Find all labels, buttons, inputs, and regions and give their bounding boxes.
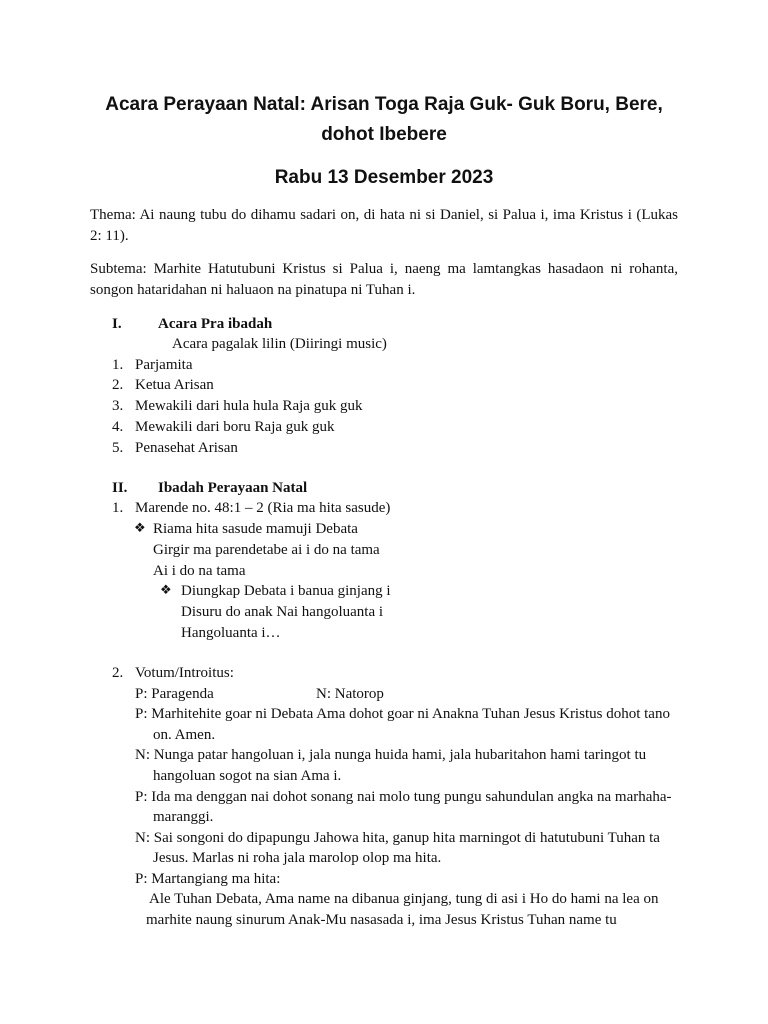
verse-line: Hangoluanta i…: [181, 625, 281, 641]
liturgy-line-continuation: Jesus. Marlas ni roha jala marolop olop ma hita.: [153, 850, 442, 866]
section2-numeral: II.: [112, 480, 128, 496]
prayer-label: P: Martangiang ma hita:: [135, 871, 281, 887]
liturgy-line-continuation: maranggi.: [153, 809, 214, 825]
prayer-line: marhite naung sinurum Anak-Mu nasasada i, ima Jesus Kristus Tuhan name tu: [146, 912, 617, 928]
list-item-number: 1.: [112, 500, 124, 516]
section1-heading: Acara Pra ibadah: [158, 316, 273, 332]
prayer-line: Ale Tuhan Debata, Ama name na dibanua ginjang, tung di asi i Ho do hami na lea on: [149, 891, 659, 907]
thema-paragraph: Thema: Ai naung tubu do dihamu sadari on, di hata ni si Daniel, si Palua i, ima Kristus i (Lukas 2: 11).: [90, 207, 678, 244]
list-item: Parjamita: [135, 357, 193, 373]
list-item-number: 3.: [112, 398, 124, 414]
hymn-title: Marende no. 48:1 – 2 (Ria ma hita sasude): [135, 500, 391, 516]
list-item: Ketua Arisan: [135, 377, 214, 393]
verse-line: Disuru do anak Nai hangoluanta i: [181, 604, 384, 620]
liturgy-line: N: Sai songoni do dipapungu Jahowa hita, ganup hita marningot di hatutubuni Tuhan ta: [135, 830, 660, 846]
section1-numeral: I.: [112, 316, 122, 332]
liturgy-line: P: Marhitehite goar ni Debata Ama dohot goar ni Anakna Tuhan Jesus Kristus dohot tano: [135, 706, 670, 722]
list-item: Penasehat Arisan: [135, 440, 238, 456]
verse-line: Girgir ma parendetabe ai i do na tama: [153, 542, 380, 558]
votum-heading: Votum/Introitus:: [135, 665, 234, 681]
document-date: Rabu 13 Desember 2023: [274, 167, 494, 188]
document-title-line2: dohot Ibebere: [321, 124, 447, 145]
verse-line: Ai i do na tama: [153, 563, 246, 579]
list-item: Mewakili dari boru Raja guk guk: [135, 419, 335, 435]
document-title-line1: Acara Perayaan Natal: Arisan Toga Raja Guk- Guk Boru, Bere,: [105, 94, 663, 115]
list-item-number: 5.: [112, 440, 124, 456]
verse-line: Riama hita sasude mamuji Debata: [153, 521, 358, 537]
natorop-label: N: Natorop: [316, 686, 384, 702]
section1-note: Acara pagalak lilin (Diiringi music): [172, 336, 387, 352]
paragenda-label: P: Paragenda: [135, 686, 214, 702]
liturgy-line: P: Ida ma denggan nai dohot sonang nai molo tung pungu sahundulan angka na marhaha-: [135, 789, 672, 805]
liturgy-line-continuation: hangoluan sogot na sian Ama i.: [153, 768, 342, 784]
diamond-bullet-icon: ❖: [134, 521, 146, 536]
list-item: Mewakili dari hula hula Raja guk guk: [135, 398, 363, 414]
list-item-number: 2.: [112, 377, 124, 393]
liturgy-line-continuation: on. Amen.: [153, 727, 216, 743]
list-item-number: 1.: [112, 357, 124, 373]
section2-heading: Ibadah Perayaan Natal: [158, 480, 308, 496]
diamond-bullet-icon: ❖: [160, 583, 172, 598]
list-item-number: 2.: [112, 665, 124, 681]
subtema-paragraph: Subtema: Marhite Hatutubuni Kristus si Palua i, naeng ma lamtangkas hasadaon ni rohanta, songon hataridahan ni haluaon na pinatupa ni Tuhan i.: [90, 261, 678, 298]
list-item-number: 4.: [112, 419, 124, 435]
verse-line: Diungkap Debata i banua ginjang i: [181, 583, 391, 599]
liturgy-line: N: Nunga patar hangoluan i, jala nunga huida hami, jala hubaritahon hami taringot tu: [135, 747, 647, 763]
